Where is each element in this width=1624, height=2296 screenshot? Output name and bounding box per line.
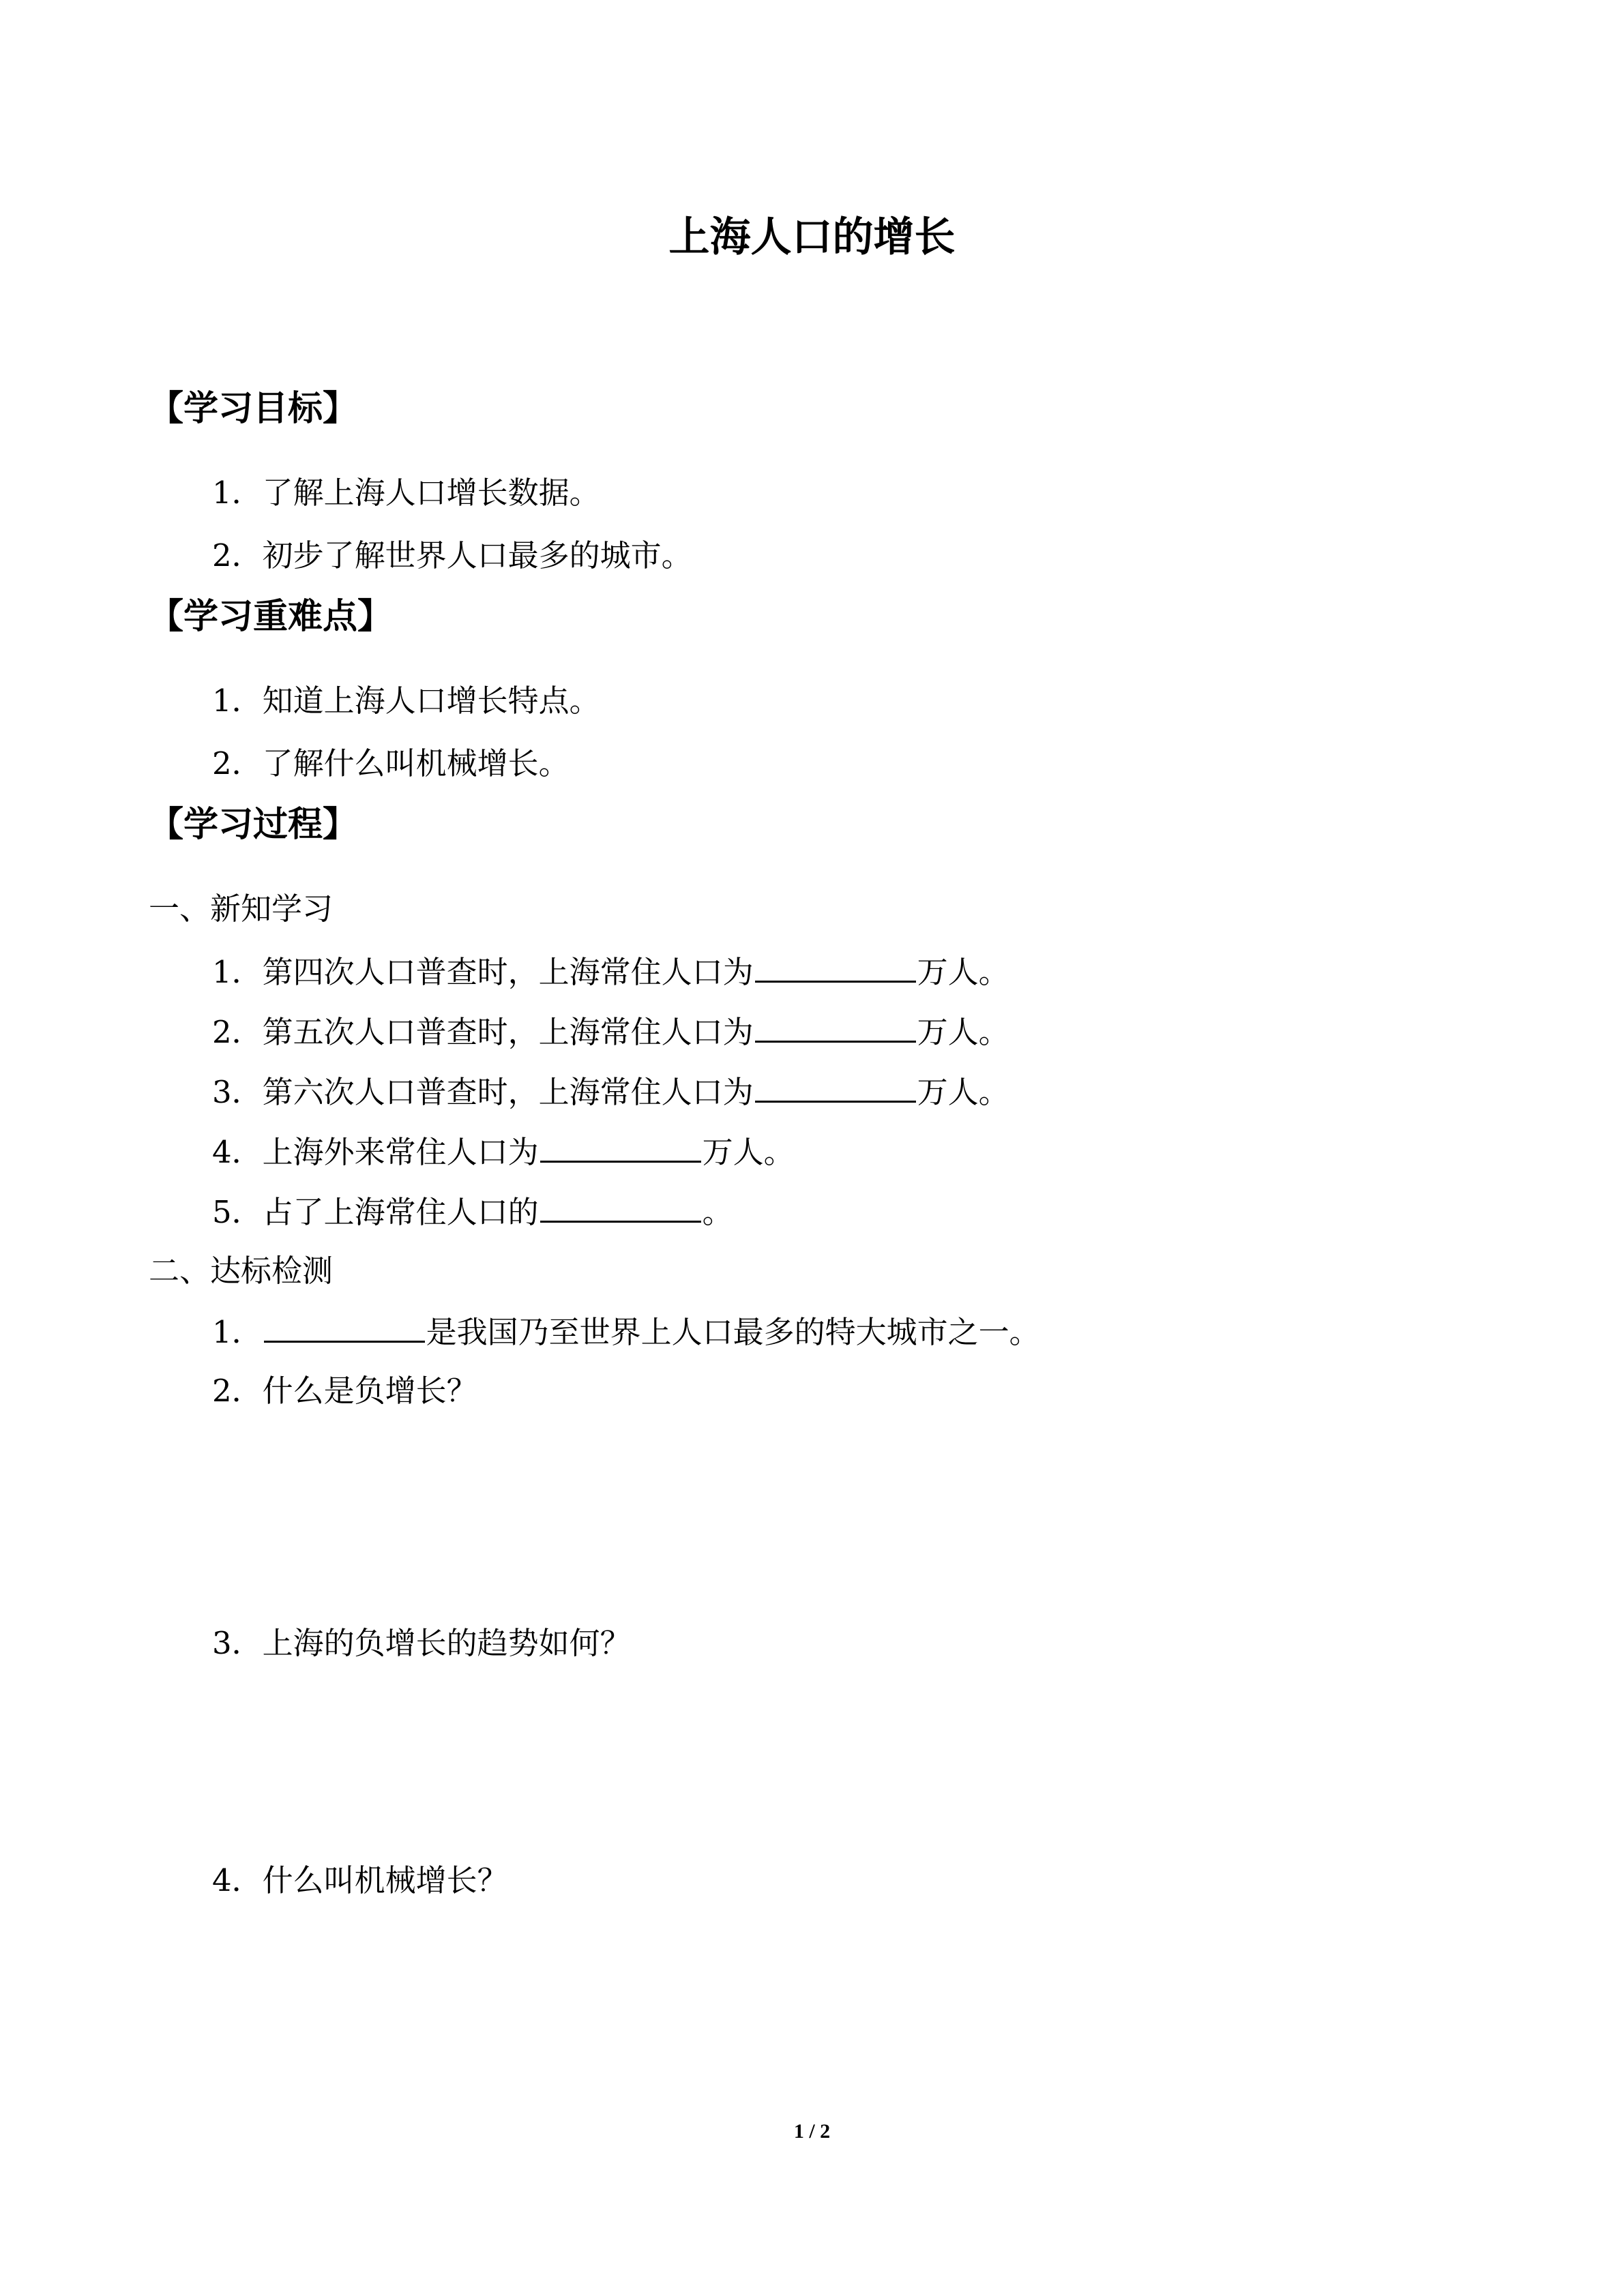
question-text: 3．第六次人口普查时，上海常住人口为 — [212, 1074, 754, 1110]
keypoint-item-2: 2．了解什么叫机械增长。 — [212, 745, 570, 781]
question-text: 。 — [702, 1194, 733, 1230]
part2-question-4: 4．什么叫机械增长？ — [212, 1862, 508, 1898]
question-text: 万人。 — [917, 954, 1009, 990]
question-text: 5．占了上海常住人口的 — [212, 1194, 539, 1230]
question-text: 1． — [212, 1314, 263, 1350]
answer-blank[interactable] — [755, 951, 916, 983]
answer-blank[interactable] — [755, 1071, 916, 1103]
part2-title: 二、达标检测 — [149, 1253, 334, 1289]
question-text: 万人。 — [917, 1014, 1009, 1050]
goal-item-1: 1．了解上海人口增长数据。 — [212, 475, 600, 511]
answer-blank[interactable] — [755, 1011, 916, 1043]
page-title: 上海人口的增长 — [668, 213, 956, 261]
section-heading-process: 【学习过程】 — [149, 805, 358, 845]
page-number: 1 / 2 — [793, 2120, 831, 2143]
answer-blank[interactable] — [540, 1131, 701, 1163]
question-text: 4．上海外来常住人口为 — [212, 1134, 539, 1170]
part1-question-3 — [212, 1071, 1009, 1113]
part1-title: 一、新知学习 — [149, 891, 334, 927]
part1-question-2 — [212, 1011, 1009, 1053]
part1-question-1 — [212, 951, 1009, 993]
section-heading-keypoints: 【学习重难点】 — [149, 597, 393, 637]
question-text: 是我国乃至世界上人口最多的特大城市之一。 — [426, 1314, 1040, 1350]
question-text: 万人。 — [917, 1074, 1009, 1110]
part2-question-2: 2．什么是负增长？ — [212, 1373, 477, 1409]
goal-item-2: 2．初步了解世界人口最多的城市。 — [212, 537, 692, 573]
question-text: 万人。 — [702, 1134, 795, 1170]
answer-blank[interactable] — [540, 1191, 701, 1223]
question-text: 1．第四次人口普查时，上海常住人口为 — [212, 954, 754, 990]
question-text: 2．第五次人口普查时，上海常住人口为 — [212, 1014, 754, 1050]
answer-blank[interactable] — [264, 1311, 425, 1343]
part2-question-1 — [212, 1311, 1040, 1353]
part2-question-3: 3．上海的负增长的趋势如何？ — [212, 1625, 631, 1661]
part1-question-5 — [212, 1191, 733, 1233]
section-heading-goals: 【学习目标】 — [149, 389, 358, 429]
keypoint-item-1: 1．知道上海人口增长特点。 — [212, 683, 600, 719]
part1-question-4 — [212, 1131, 795, 1173]
